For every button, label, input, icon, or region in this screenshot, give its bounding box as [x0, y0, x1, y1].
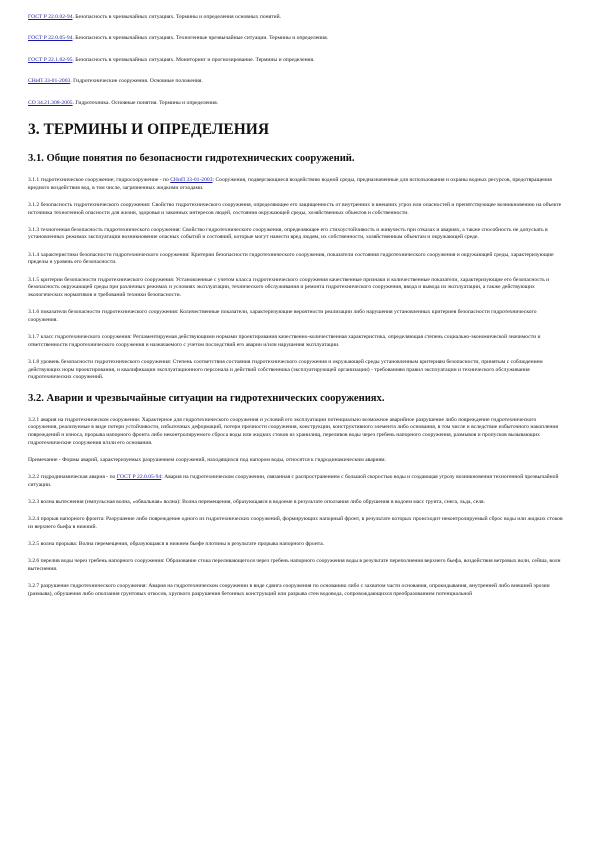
reference-text: . Безопасность в чрезвычайных ситуациях. Техногенные чрезвычайные ситуации. Термины и определения. — [72, 35, 329, 42]
definition-paragraph — [28, 277, 565, 300]
reference-item — [28, 14, 565, 21]
reference-item — [28, 57, 565, 64]
definition-paragraph — [28, 558, 565, 573]
reference-link[interactable]: СО 34.21.308-2005 — [28, 99, 73, 106]
definition-paragraph — [28, 252, 565, 267]
reference-list — [28, 14, 565, 107]
reference-text: . Безопасность в чрезвычайных ситуациях. Термины и определения основных понятий. — [72, 14, 282, 20]
definition-text: 3.2.3 волна вытеснения (импульсная волна, «обвальная» волна): Волна перемещения, образующаяся в водоеме в результате оползания либо обрушения в водоем масс грунта, снега, льда, селя. — [28, 499, 486, 506]
reference-link[interactable]: СНиП 33-01-2003 — [28, 78, 71, 85]
reference-link[interactable]: ГОСТ Р 22.1.02-95 — [28, 56, 73, 63]
definition-text: : Авария на гидротехническом сооружении, связанная с распространением с большой скоростью воды и создающая угрозу возникновения техногенной чрезвычайной ситуации. — [28, 474, 559, 488]
section-heading: 3.2. Аварии и чрезвычайные ситуации на гидротехнических сооружениях. — [28, 392, 385, 404]
section-heading: 3.1. Общие понятия по безопасности гидротехнических сооружений. — [28, 152, 355, 164]
definition-text: 3.1.5 критерии безопасности гидротехнического сооружения: Установленные с учетом класса гидротехнического сооружения качественные признаки и количественные показатели, характеризующие его безопасность и безопасность окружающей среды при различных режимах и условиях эксплуатации, технического обслуживания и ремонта гидротехнического сооружения, ввода и вывода из эксплуатации, а также действующих экологических нормативов и требований техники безопасности. — [28, 276, 550, 298]
definition-paragraph — [28, 457, 565, 465]
definition-paragraph — [28, 499, 565, 507]
definition-paragraph — [28, 177, 565, 192]
reference-text: . Гидротехнические сооружения. Основные положения. — [70, 78, 203, 85]
section-general — [28, 152, 565, 382]
definition-text: : Сооружения, подвергающиеся воздействию водной среды, предназначенные для использования и охраны водных ресурсов, предотвращения вредного воздействия вод, в том числе, загрязненных жидкими отходами. — [28, 176, 552, 191]
definition-paragraph — [28, 516, 565, 531]
definition-text: 3.2.2 гидродинамическая авария - по — [28, 474, 117, 481]
definition-text: 3.1.3 техногенная безопасность гидротехнического сооружения: Свойство гидротехнического сооружения, определяющее его стихоустойчивость и живучесть при отказах и авариях, а также способность не допускать в установленных режимах эксплуатации возникновение опасных событий и состояний, которые могут нанести вред людям, их собственности, хозяйственным объектам и окружающей среде. — [28, 226, 548, 241]
reference-item — [28, 100, 565, 107]
definition-paragraph — [28, 583, 565, 598]
definition-paragraph — [28, 202, 565, 217]
section-accidents — [28, 392, 565, 599]
definition-paragraph — [28, 474, 565, 489]
definition-text: 3.1.6 показатели безопасности гидротехнического сооружения: Количественные показатели, характеризующие вероятности реализации либо нарушения установленных критериев безопасности гидротехнического сооружения. — [28, 309, 537, 323]
definition-text: 3.2.4 прорыв напорного фронта: Разрушение либо повреждение одного из гидротехнических сооружений, формирующих напорный фронт, в результате которых происходит неконтролируемый сброс воды или жидких стоков из верхнего бьефа в нижний. — [28, 516, 563, 530]
standard-link[interactable]: ГОСТ Р 22.0.05-94 — [116, 474, 162, 481]
reference-item — [28, 78, 565, 85]
definition-text: 3.2.1 авария на гидротехническом сооружении: Характерное для гидротехнического сооружения и условий его эксплуатации потенциально возможное аварийное разрушение либо повреждение гидротехнического сооружения, реализуемые в виде потери устойчивости, избыточных деформаций, потери прочности сооружения, конструкции, конструктивного элемента либо основания, в том числе и вследствие избыточного накопления повреждений и износа, прорыва напорного фронта либо неконтролируемого сброса воды или жидких стоков из хранилищ, переливов воды через гребень напорного сооружения, размывов и пропусков вызывающих гидротехнические сооружения и/или его основания. — [28, 416, 558, 446]
definition-text: 3.2.6 перелив воды через гребень напорного сооружения: Образование стока переливающегося через гребень напорного сооружения воды в результате переполнения верхнего бьефа, воздействия ветровых волн, сейша, волн вытеснения. — [28, 558, 561, 573]
definition-text: 3.2.5 волна прорыва: Волна перемещения, образующаяся в нижнем бьефе плотины в результате прорыва напорного фронта. — [28, 541, 325, 548]
standard-link[interactable]: СНиП 33-01-2003 — [170, 176, 213, 183]
definition-text: 3.2.7 разрушение гидротехнического сооружения: Авария на гидротехническом сооружении в виде сдвига сооружения по основанию либо с захватом части основания, опрокидывания, внутренней либо внешней эрозии (размыва), обрушения либо оползания грунтовых откосов, хрупкого разрушения бетонных конструкций или разрыва стен водовода, сопровождающихся преобразованием потенциальной — [28, 583, 550, 597]
definition-paragraph — [28, 334, 565, 349]
definition-text: 3.1.2 безопасность гидротехнического сооружения: Свойство гидротехнического сооружения, определяющее его защищенность от внутренних и внешних угроз или опасностей и препятствующее возникновению на объекте источника техногенной опасности для жизни, здоровья и законных интересов людей, состояния окружающей среды, хозяйственных объектов и собственности. — [28, 201, 562, 216]
reference-text: . Безопасность в чрезвычайных ситуациях. Мониторинг и прогнозирование. Термины и определения. — [72, 56, 315, 63]
definition-paragraph — [28, 227, 565, 242]
reference-text: . Гидротехника. Основные понятия. Термины и определения. — [72, 99, 219, 106]
page-title: 3. ТЕРМИНЫ И ОПРЕДЕЛЕНИЯ — [28, 120, 270, 138]
definition-paragraph — [28, 359, 565, 382]
definition-text: 3.1.8 уровень безопасности гидротехнического сооружения: Степень соответствия состояния гидротехнического сооружения и окружающей среды установленным критериям безопасности, принятым с соблюдением действующих норм проектирования, и квалификации эксплуатационного персонала и действий собственника (эксплуатирующей организации) - требованиям правил эксплуатации и технического обслуживания гидротехнических сооружений. — [28, 359, 543, 381]
definition-text: 3.1.4 характеристики безопасности гидротехнического сооружения: Критерии безопасности гидротехнического сооружения, показатели состояния гидротехнического сооружения и окружающей среды, характеризующие пределы и уровень его безопасности. — [28, 251, 554, 266]
definition-text: 3.1.1 гидротехническое сооружение; гидросооружение - по — [28, 176, 171, 183]
reference-link[interactable]: ГОСТ Р 22.0.05-94 — [28, 35, 73, 42]
definition-text: 3.1.7 класс гидротехнического сооружения: Регламентируемая действующими нормами проектирования качественно-количественная характеристика, определяющая степень социально-экономической значимости и ответственности гидротехнического сооружения и назначаемого с учетом последствий его аварии и/или нарушения эксплуатации. — [28, 334, 541, 348]
definition-paragraph — [28, 541, 565, 549]
definition-paragraph — [28, 309, 565, 324]
definition-paragraph — [28, 417, 565, 448]
definition-text: Примечание - Формы аварий, характеризуемых разрушением сооружений, находящихся под напором воды, относятся к гидродинамическим авариям. — [28, 456, 386, 463]
reference-item — [28, 35, 565, 42]
reference-link[interactable]: ГОСТ Р 22.0.02-94 — [28, 14, 73, 20]
